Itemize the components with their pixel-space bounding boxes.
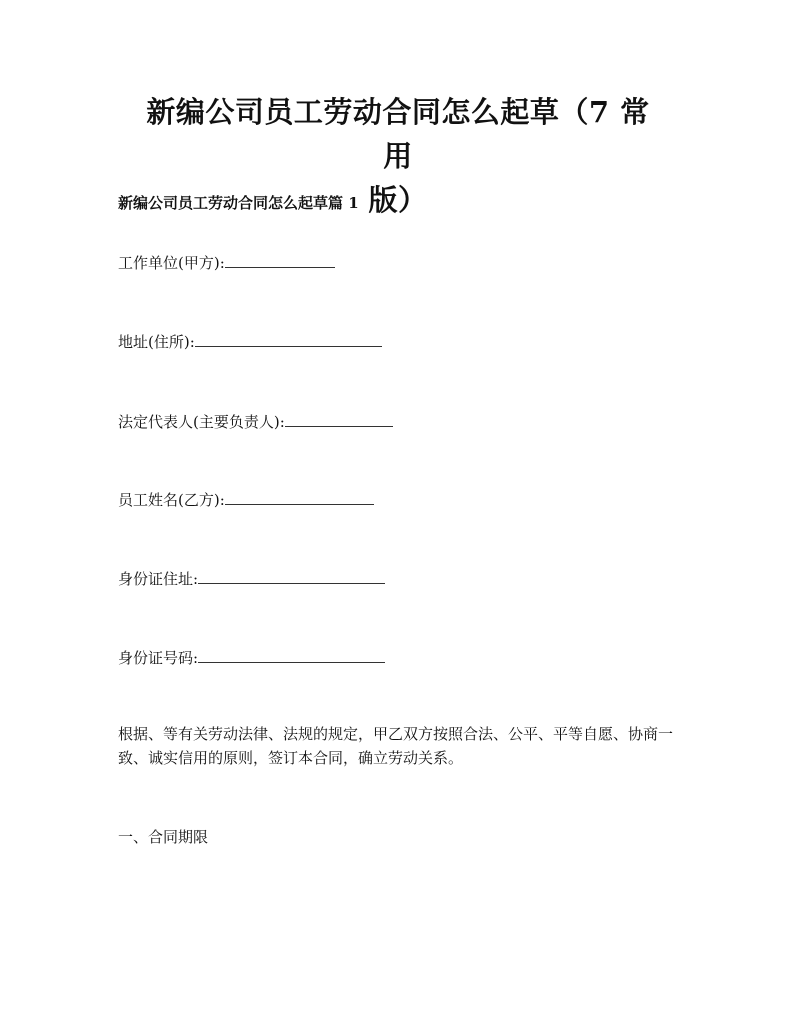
field-legal-representative-label: 法定代表人(主要负责人): <box>118 413 285 431</box>
clause-heading-term: 一、合同期限 <box>118 828 209 846</box>
field-id-address <box>118 567 385 590</box>
intro-paragraph: 根据、等有关劳动法律、法规的规定，甲乙双方按照合法、公平、平等自愿、协商一致、诚实信用的原则，签订本合同，确立劳动关系。 <box>118 725 674 767</box>
field-legal-representative <box>118 410 393 433</box>
field-legal-representative-blank[interactable] <box>285 410 393 427</box>
field-id-address-label: 身份证住址: <box>118 570 199 588</box>
field-id-number-blank[interactable] <box>198 646 385 663</box>
field-address <box>118 330 382 353</box>
field-id-address-blank[interactable] <box>198 567 385 584</box>
field-id-number-label: 身份证号码: <box>118 649 199 667</box>
field-employer-blank[interactable] <box>225 251 335 268</box>
field-employee-name-blank[interactable] <box>225 488 374 505</box>
field-employer-label: 工作单位(甲方): <box>118 254 225 272</box>
field-address-label: 地址(住所): <box>118 333 195 351</box>
field-employee-name-label: 员工姓名(乙方): <box>118 491 225 509</box>
field-id-number <box>118 646 385 669</box>
field-employee-name <box>118 488 374 511</box>
field-address-blank[interactable] <box>195 330 382 347</box>
document-title: 新编公司员工劳动合同怎么起草（7 常用 版） <box>146 95 650 217</box>
section-title: 新编公司员工劳动合同怎么起草篇 1 <box>118 194 359 212</box>
field-employer <box>118 251 335 274</box>
